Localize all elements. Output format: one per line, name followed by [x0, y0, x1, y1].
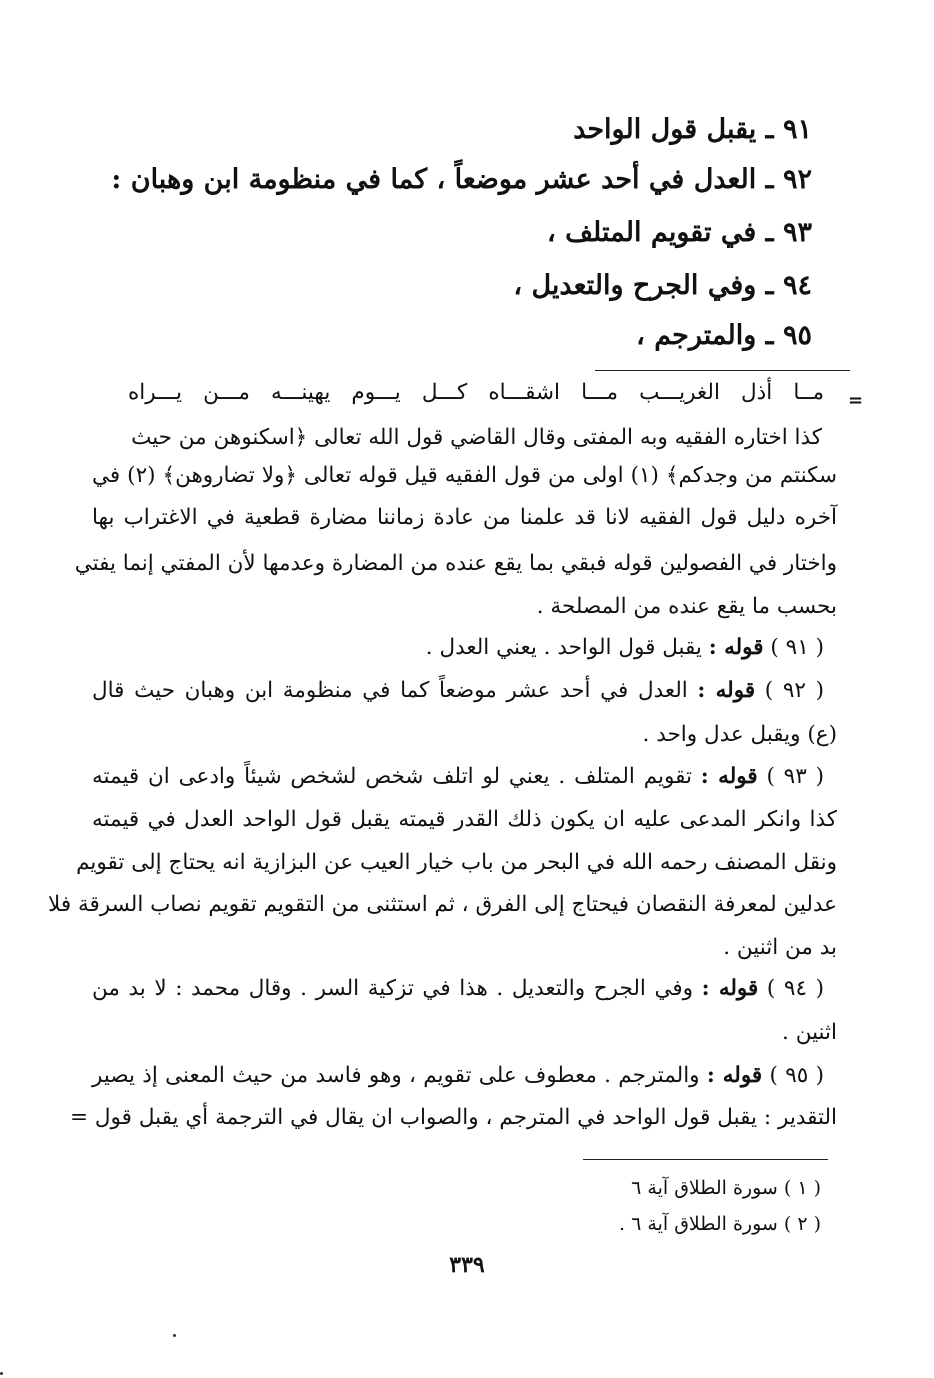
scan-speck: [173, 1334, 176, 1337]
matn-line-95: ٩٥ ـ والمترجم ،: [636, 320, 812, 351]
note-text-continued: كذا وانكر المدعى عليه ان يكون ذلك القدر قيمته يقبل قول الواحد العدل في قيمته: [92, 807, 837, 832]
commentary-line: واختار في الفصولين قوله فبقي بما يقع عنده من المضارة وعدمها لأن المفتي إنما يفتي: [74, 551, 837, 576]
note-text-continued: عدلين لمعرفة النقصان فيحتاج إلى الفرق ، ثم استثنى من التقويم تقويم نصاب السرقة فلا: [48, 892, 837, 917]
commentary-line: سكنتم من وجدكم﴾ (١) اولى من قول الفقيه قيل قوله تعالى ﴿ولا تضاروهن﴾ (٢) في: [92, 463, 837, 488]
note-text-continued: بد من اثنين .: [723, 935, 837, 960]
note-keyword: قوله :: [700, 764, 758, 789]
note-text: يقبل قول الواحد . يعني العدل .: [425, 635, 702, 660]
scan-speck: [0, 1372, 3, 1375]
commentary-line: آخره دليل قول الفقيه لانا قد علمنا من عادة زماننا مضارة قطعية في الاغتراب بها: [92, 505, 837, 530]
footnote-separator: [583, 1159, 828, 1160]
note-text: والمترجم . معطوف على تقويم ، وهو فاسد من حيث المعنى إذ يصير: [92, 1063, 700, 1088]
note-92: [92, 676, 824, 706]
commentary-line: كذا اختاره الفقيه وبه المفتى وقال القاضي قول الله تعالى ﴿اسكنوهن من حيث: [131, 425, 822, 450]
continuation-mark: =: [848, 390, 864, 411]
page-number: ٣٣٩: [449, 1252, 485, 1278]
footnote-2: ( ٢ ) سورة الطلاق آية ٦ .: [619, 1213, 821, 1235]
note-95: [92, 1061, 824, 1091]
note-number: ( ٩١ ): [770, 635, 824, 660]
footnote-1: ( ١ ) سورة الطلاق آية ٦: [631, 1177, 821, 1199]
matn-line-94: ٩٤ ـ وفي الجرح والتعديل ،: [513, 270, 812, 301]
note-number: ( ٩٢ ): [764, 678, 824, 703]
note-94: [92, 974, 824, 1004]
note-keyword: قوله :: [708, 635, 764, 660]
note-text: العدل في أحد عشر موضعاً كما في منظومة ابن وهبان حيث قال: [92, 678, 688, 703]
note-keyword: قوله :: [706, 1063, 763, 1088]
note-text-continued: (ع) ويقبل عدل واحد .: [642, 722, 837, 747]
note-text-continued: التقدير : يقبل قول الواحد في المترجم ، والصواب ان يقال في الترجمة أي يقبل قول =: [70, 1105, 837, 1130]
poetry-verse: مــا أذل الغريـــب مـــا اشقـــاه كـــل يـــوم يهينـــه مـــن يـــراه: [128, 380, 824, 405]
note-91: [92, 633, 824, 663]
matn-line-93: ٩٣ ـ في تقويم المتلف ،: [546, 217, 812, 248]
note-number: ( ٩٥ ): [769, 1063, 824, 1088]
note-93: [92, 762, 824, 792]
note-text: تقويم المتلف . يعني لو اتلف شخص لشخص شيئاً وادعى ان قيمته: [92, 764, 692, 789]
note-number: ( ٩٤ ): [766, 976, 824, 1001]
note-keyword: قوله :: [697, 678, 756, 703]
commentary-line: بحسب ما يقع عنده من المصلحة .: [536, 594, 837, 619]
matn-separator: [595, 370, 850, 371]
note-text-continued: اثنين .: [782, 1020, 837, 1045]
note-number: ( ٩٣ ): [766, 764, 824, 789]
note-text: وفي الجرح والتعديل . هذا في تزكية السر . وقال محمد : لا بد من: [92, 976, 694, 1001]
note-keyword: قوله :: [701, 976, 759, 1001]
matn-line-92: ٩٢ ـ العدل في أحد عشر موضعاً ، كما في منظومة ابن وهبان :: [111, 164, 812, 195]
note-text-continued: ونقل المصنف رحمه الله في البحر من باب خيار العيب عن البزازية انه يحتاج إلى تقويم: [76, 850, 837, 875]
matn-line-91: ٩١ ـ يقبل قول الواحد: [573, 114, 812, 145]
